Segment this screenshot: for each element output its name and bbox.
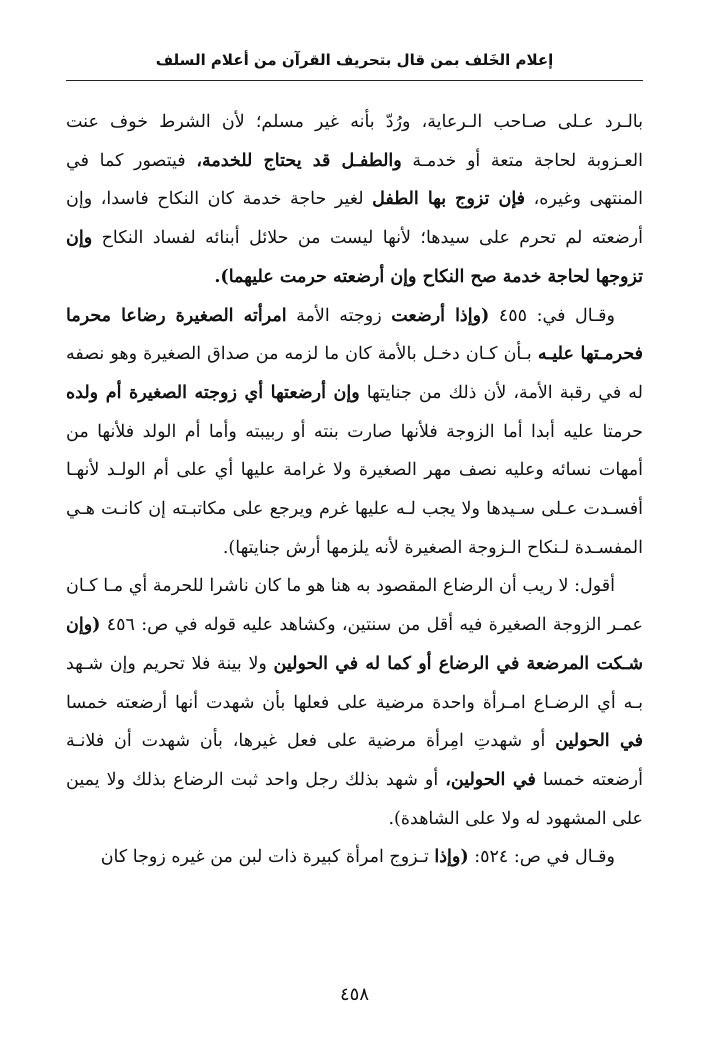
page-number: ٤٥٨: [339, 984, 369, 1005]
bold-quote: وإن تزوجها لحاجة خدمة صح النكاح وإن أرضعته حرمت عليهما).: [66, 228, 643, 287]
text-run: لغير حاجة خدمة كان النكاح فاسدا، وإن أرضعته لم تحرم على سيدها؛ لأنها ليست من حلائل أبنائه لفساد النكاح: [66, 189, 643, 249]
body-text: [66, 103, 643, 877]
text-run: زوجته الأمة: [286, 305, 392, 326]
text-run: بالـرد عـلى صـاحب الـرعاية، ورُدّ بأنه غير مسلم؛ لأن الشرط خوف عنت العـزوبة لحاجة متعة أو خدمـة: [66, 112, 644, 171]
paragraph-1: [66, 103, 643, 297]
text-run: وقـال في: ٤٥٥: [489, 305, 615, 326]
bold-quote: في الحولين: [555, 731, 643, 752]
text-run: فيتصور كما في المنتهى وغيره،: [66, 150, 644, 210]
bold-quote: (وإن شـكت المرضعة في الرضاع أو كما له في الحولين: [66, 615, 643, 674]
text-run: أقول: لا ريب أن الرضاع المقصود به هنا هو ما كان ناشرا للحرمة أي مـا كـان عمـر الزوجة الصغيرة فيه أقل من سنتين، وكشاهد عليه قوله في ص: ٤٥٦: [66, 576, 643, 636]
bold-quote: (وإذا أرضعت: [391, 305, 490, 326]
paragraph-3: [66, 567, 643, 838]
text-run: تـزوج امرأة كبيرة ذات لبن من غيره زوجا كان: [100, 847, 435, 868]
text-run: وقـال في ص: ٥٢٤:: [468, 847, 615, 868]
bold-quote: وإن أرضعتها أي زوجته الصغيرة أم ولده: [66, 382, 360, 403]
header-rule: [66, 80, 643, 81]
text-run: ولا بينة فلا تحريم وإن شـهد بـه أي الرضـاع امـرأة واحدة مرضية على فعلها بأن شهدت أنها أرضعته خمسا: [66, 653, 643, 713]
text-run: أو شهدتِ امِرأة مرضية على فعل غيرها، بأن شهدت أن فلانـة أرضعته خمسا: [66, 731, 643, 790]
text-run: بـأن كـان دخـل بالأمة كان ما لزمه من صداق الصغيرة وهو نصفه له في رقبة الأمة، لأن ذلك من جنايتها: [66, 344, 643, 403]
bold-quote: والطفـل قد يحتاج للخدمة،: [196, 150, 402, 171]
bold-quote: امرأته الصغيرة رضاعا محرما فحرمـتها عليـه: [66, 305, 643, 365]
bold-quote: في الحولين،: [445, 769, 536, 790]
bold-quote: (وإذا: [434, 847, 469, 868]
text-run: حرمتا عليه أبدا أما الزوجة فلأنها صارت بنته أو ربيبته وأما أم الولد فلأنها من أمهات نسائه وعليه نصف مهر الصغيرة ولا غرامة عليها أي على أم الولـد لأنهـا أفسـدت عـلى سـيدها ولا يجب لـه عليها غرم ويرجع على مكاتبـته إن كانـت هـي المفسـدة لـنكاح الـزوجة الصغيرة لأنه يلزمها أرش جنايتها).: [66, 421, 643, 558]
paragraph-4: [66, 838, 643, 877]
bold-quote: فإن تزوج بها الطفل: [372, 189, 526, 210]
text-run: أو شهد بذلك رجل واحد ثبت الرضاع بذلك ولا يمين على المشهود له ولا على الشاهدة).: [66, 769, 643, 829]
running-head: إعلام الخَلف بمن قال بتحريف القرآن من أعلام السلف: [155, 51, 554, 69]
paragraph-2: [66, 297, 643, 568]
